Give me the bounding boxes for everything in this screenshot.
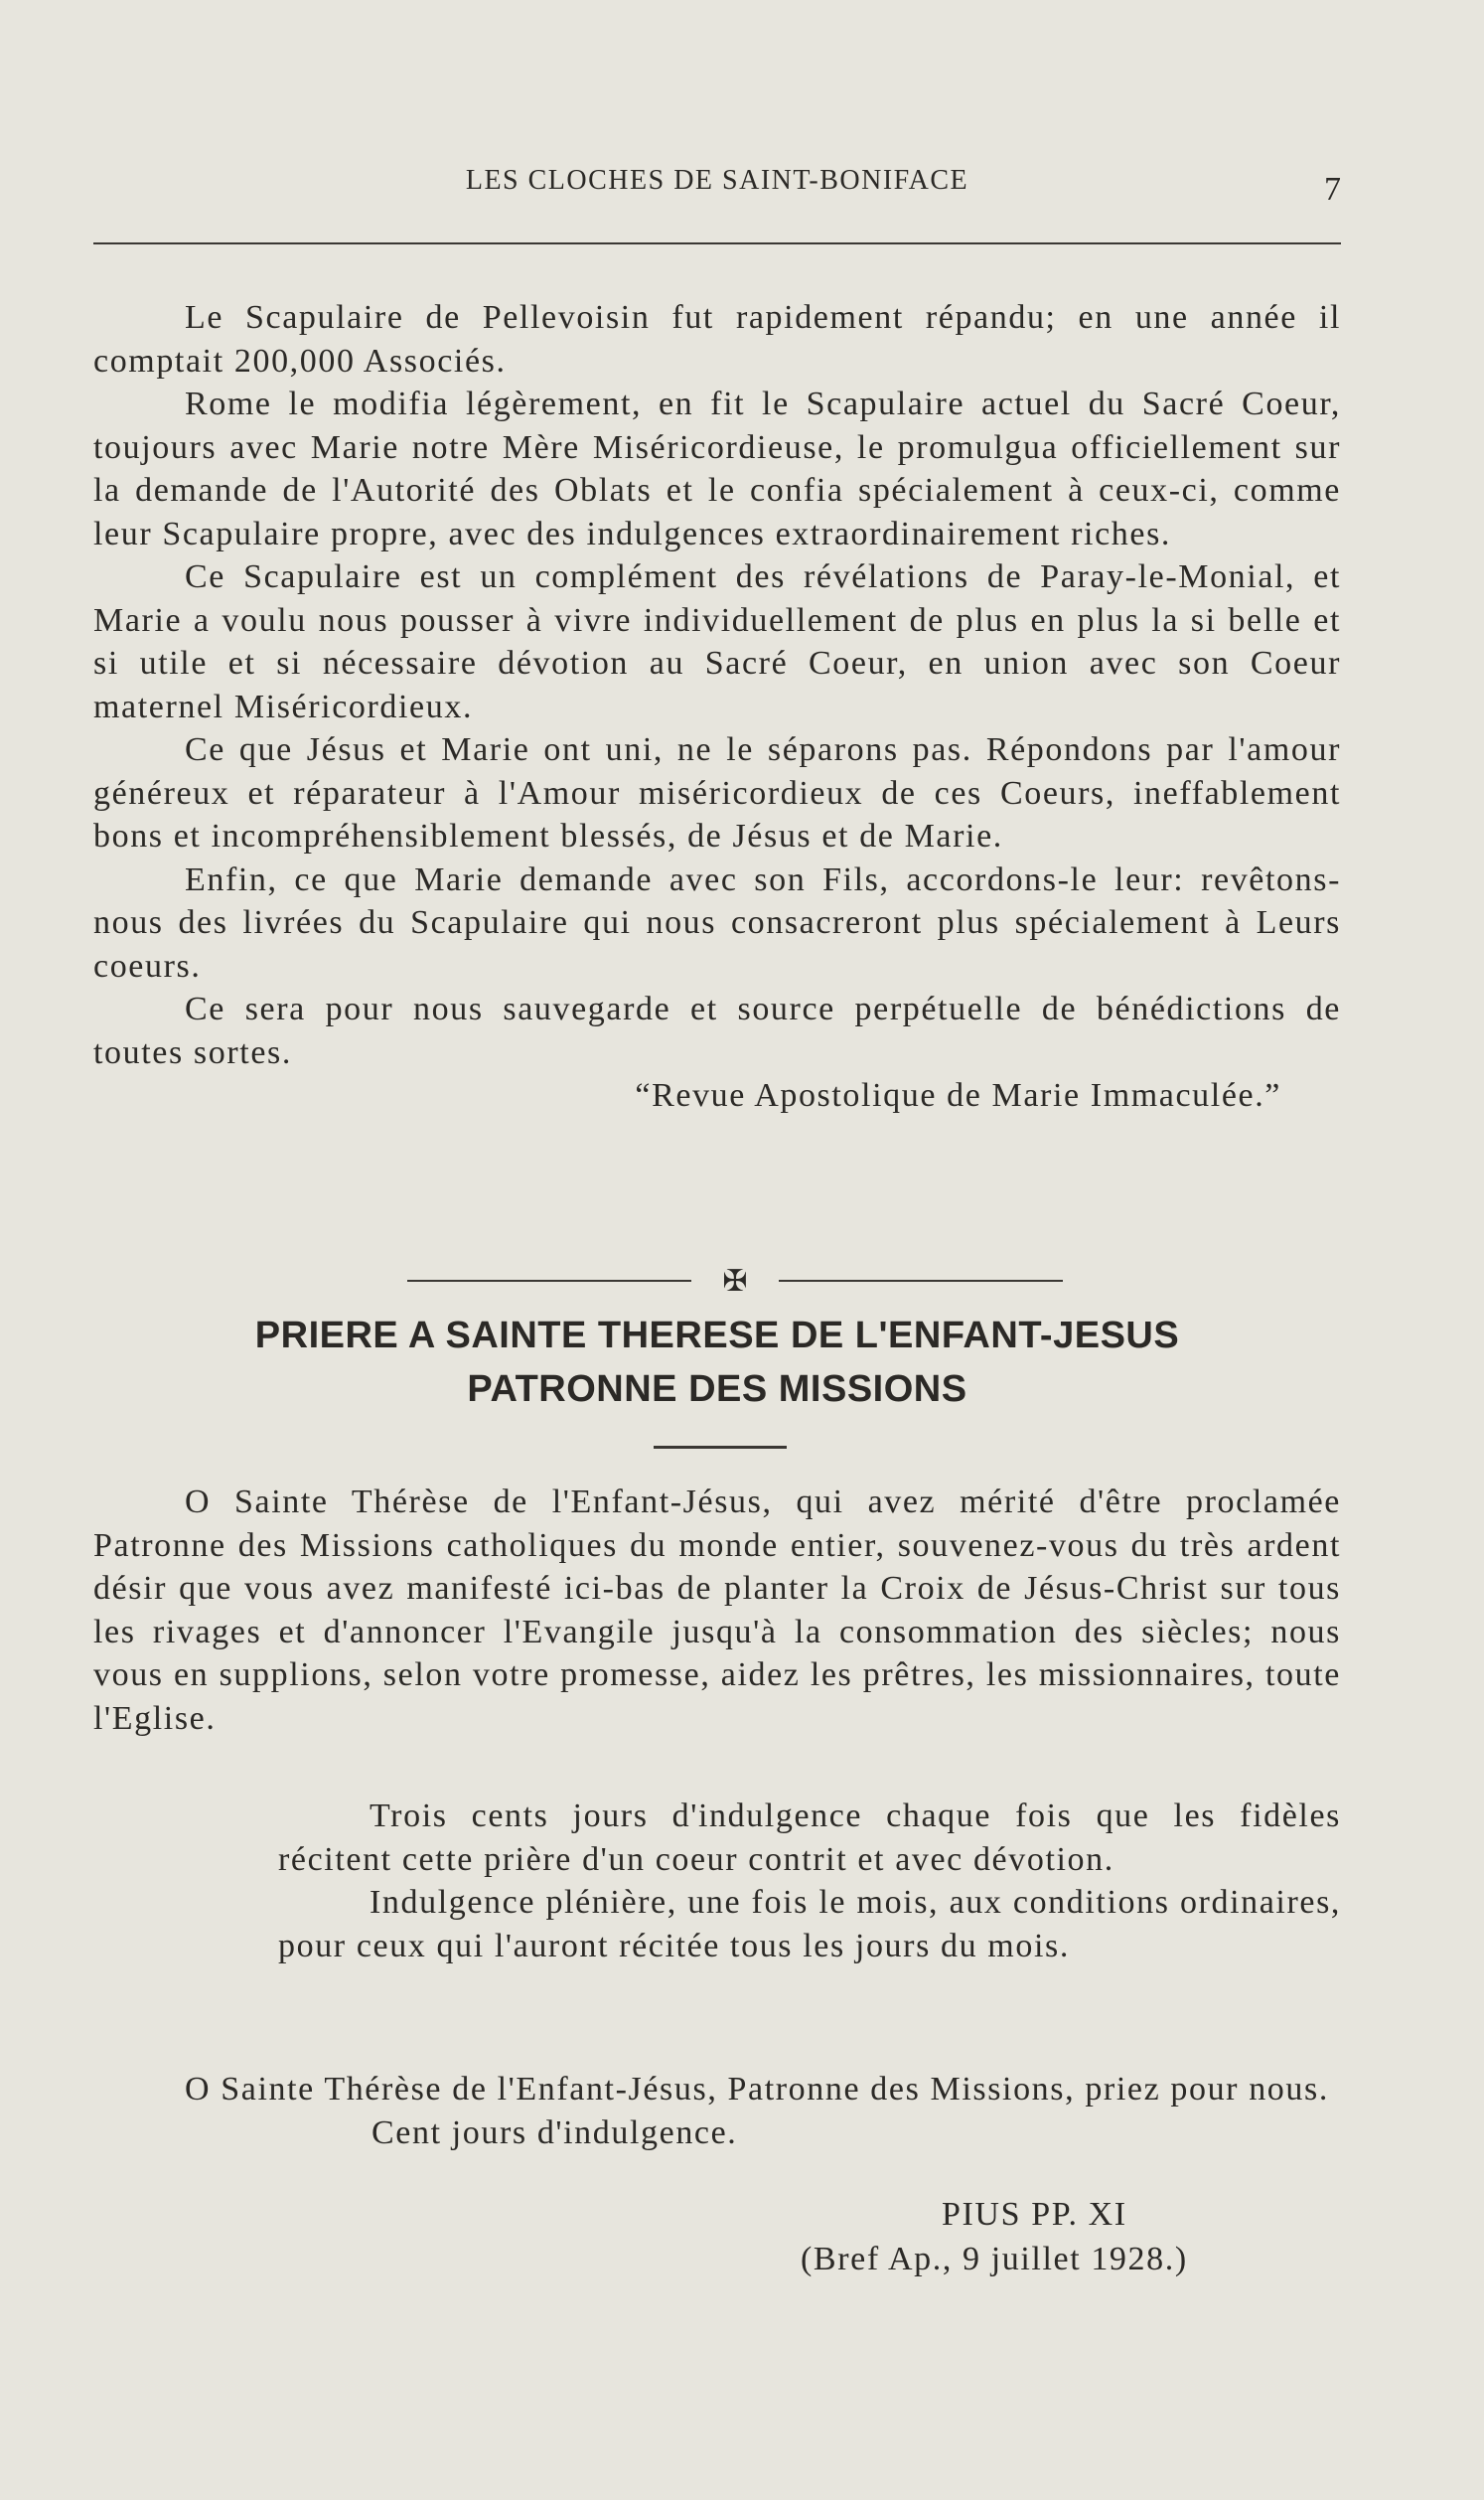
paragraph: Enfin, ce que Marie demande avec son Fils, accordons-le leur: revêtons-nous des livrées du Scapulaire qui nous consacreront plus spécialement à Leurs coeurs.: [93, 860, 1341, 985]
indulgence-note: Indulgence plénière, une fois le mois, aux conditions ordinaires, pour ceux qui l'auront récitée tous les jours du mois.: [278, 1884, 1341, 1964]
prayer-text: [93, 1481, 1341, 1740]
section-separator: [407, 1266, 1063, 1296]
page-header: [93, 165, 1341, 208]
article-scapulaire: [93, 296, 1341, 1118]
separator-line-right: [779, 1280, 1063, 1282]
page-number: 7: [1324, 171, 1341, 208]
paragraph: Ce que Jésus et Marie ont uni, ne le séparons pas. Répondons par l'amour généreux et réparateur à l'Amour miséricordieux de ces Coeurs, ineffablement bons et incompréhensiblement blessés, de Jésus et de Marie.: [93, 731, 1341, 855]
paragraph: Le Scapulaire de Pellevoisin fut rapidement répandu; en une année il comptait 200,000 Associés.: [93, 299, 1341, 380]
header-rule: [93, 242, 1341, 244]
indulgence-note: Trois cents jours d'indulgence chaque fois que les fidèles récitent cette prière d'un coeur contrit et avec dévotion.: [278, 1797, 1341, 1878]
prayer-title-line2: PATRONNE DES MISSIONS: [467, 1368, 967, 1410]
paragraph: Ce Scapulaire est un complément des révélations de Paray-le-Monial, et Marie a voulu nous pousser à vivre individuellement de plus en plus la si belle et si utile et si nécessaire dévotion au Sacré Coeur, en union avec son Coeur maternel Miséricordieux.: [93, 558, 1341, 725]
source-citation: “Revue Apostolique de Marie Immaculée.”: [635, 1077, 1281, 1114]
papal-signature: PIUS PP. XI: [942, 2196, 1127, 2233]
invocation-indulgence: Cent jours d'indulgence.: [371, 2113, 738, 2151]
indulgence-notes: [278, 1795, 1341, 1967]
prayer-paragraph: O Sainte Thérèse de l'Enfant-Jésus, qui avez mérité d'être proclamée Patronne des Missions catholiques du monde entier, souvenez-vous du très ardent désir que vous avez manifesté ici-bas de planter la Croix de Jésus-Christ sur tous les rivages et d'annoncer l'Evangile jusqu'à la consommation des siècles; nous vous en supplions, selon votre promesse, aidez les prêtres, les missionnaires, toute l'Eglise.: [93, 1484, 1341, 1737]
invocation-block: [93, 2068, 1341, 2154]
cross-ornament-icon: ✠: [722, 1265, 748, 1298]
separator-line-left: [407, 1280, 691, 1282]
paragraph: Ce sera pour nous sauvegarde et source perpétuelle de bénédictions de toutes sortes.: [93, 991, 1341, 1071]
prayer-title-line1: PRIERE A SAINTE THERESE DE L'ENFANT-JESUS: [254, 1315, 1180, 1356]
title-rule: [654, 1446, 787, 1449]
invocation: O Sainte Thérèse de l'Enfant-Jésus, Patronne des Missions, priez pour nous.: [185, 2071, 1329, 2108]
paragraph: Rome le modifia légèrement, en fit le Scapulaire actuel du Sacré Coeur, toujours avec Marie notre Mère Miséricordieuse, le promulgua officiellement sur la demande de l'Autorité des Oblats et le confia spécialement à ceux-ci, comme leur Scapulaire propre, avec des indulgences extraordinairement riches.: [93, 386, 1341, 552]
brief-reference: (Bref Ap., 9 juillet 1928.): [801, 2241, 1188, 2277]
running-title: LES CLOCHES DE SAINT-BONIFACE: [465, 165, 969, 196]
